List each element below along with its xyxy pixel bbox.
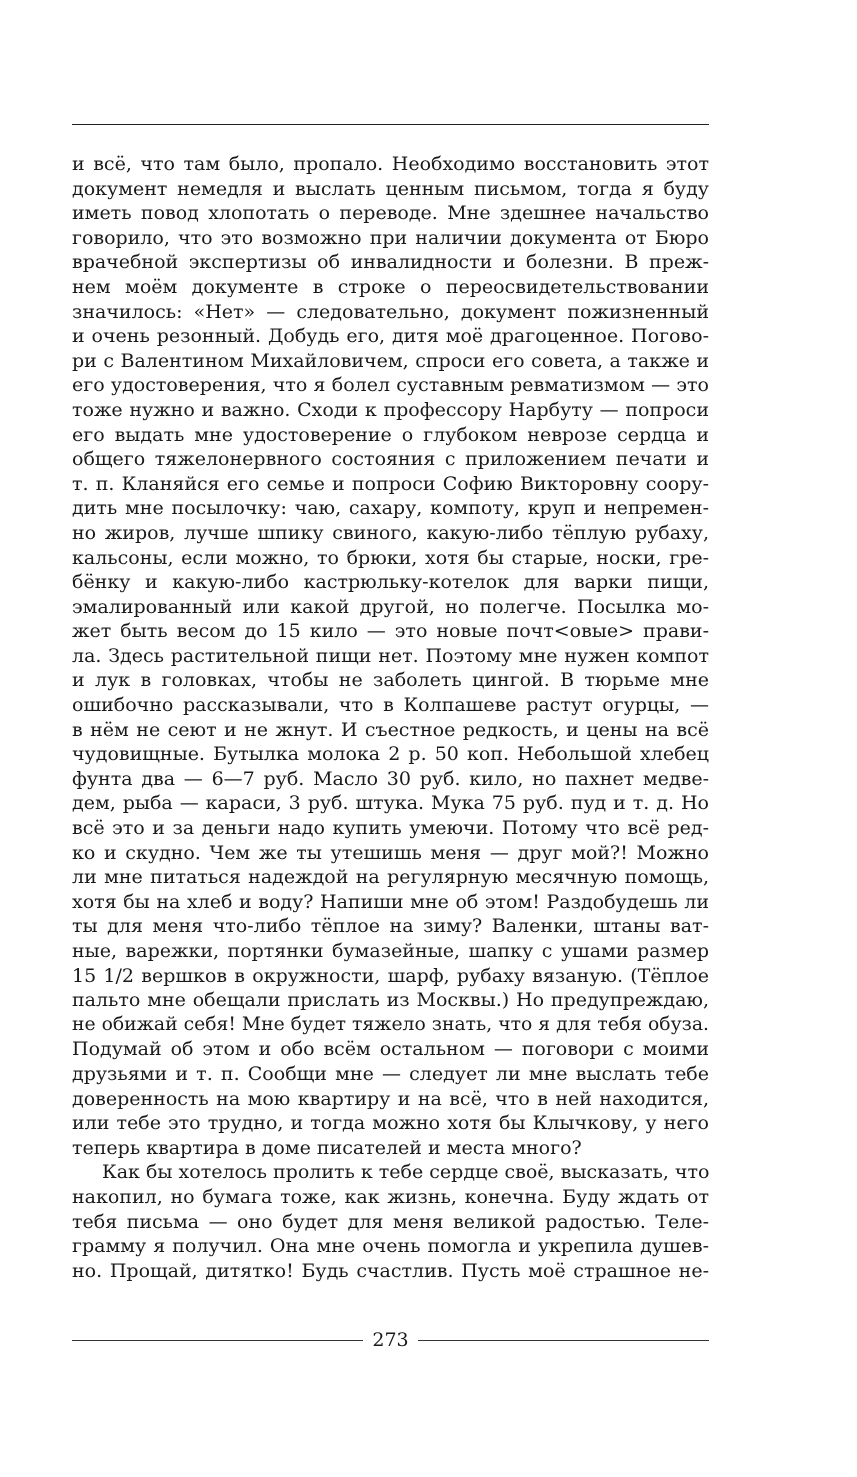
text-line: хотя бы на хлеб и воду? Напиши мне об этом! Раздобудешь ли (72, 890, 709, 913)
text-line: ты для меня что-либо тёплое на зиму? Валенки, штаны ват- (72, 915, 709, 938)
text-line: тебя письма — оно будет для меня великой радостью. Теле- (72, 1210, 709, 1233)
text-line: кальсоны, если можно, то брюки, хотя бы старые, носки, гре- (72, 546, 709, 569)
text-line: ла. Здесь растительной пищи нет. Поэтому мне нужен компот (72, 644, 709, 667)
text-line: и всё, что там было, пропало. Необходимо восстановить этот (72, 153, 709, 175)
text-line: дем, рыба — караси, 3 руб. штука. Мука 75 руб. пуд и т. д. Но (72, 792, 709, 815)
text-line: накопил, но бумага тоже, как жизнь, конечна. Буду ждать от (72, 1185, 709, 1208)
text-line: иметь повод хлопотать о переводе. Мне здешнее начальство (72, 202, 709, 225)
text-line: не обижай себя! Мне будет тяжело знать, что я для тебя обуза. (72, 1013, 709, 1035)
text-line: дить мне посылочку: чаю, сахару, компоту, круп и непремен- (72, 497, 709, 520)
footer-rule-left (72, 1340, 363, 1341)
text-line: его удостоверения, что я болел суставным ревматизмом — это (72, 374, 709, 397)
text-line: ные, варежки, портянки бумазейные, шапку с ушами размер (72, 940, 709, 962)
text-line: нем моём документе в строке о переосвидетельствовании (72, 275, 709, 298)
page-number: 273 (372, 1329, 409, 1351)
text-line: грамму я получил. Она мне очень помогла и укрепила душев- (72, 1235, 709, 1258)
text-line: врачебной экспертизы об инвалидности и болезни. В преж- (72, 251, 709, 274)
text-line: ли мне питаться надеждой на регулярную месячную помощь, (72, 866, 709, 889)
text-line: бёнку и какую-либо кастрюльку-котелок для варки пищи, (72, 571, 709, 594)
page-footer (72, 1326, 709, 1354)
footer-rule-right (418, 1340, 709, 1341)
text-line: друзьями и т. п. Сообщи мне — следует ли мне выслать тебе (72, 1062, 709, 1085)
text-line: доверенность на мою квартиру и на всё, что в ней находится, (72, 1087, 709, 1110)
text-line: но жиров, лучше шпику свиного, какую-либо тёплую рубаху, (72, 521, 709, 544)
text-line: и лук в головках, чтобы не заболеть цингой. В тюрьме мне (72, 669, 709, 692)
text-line: т. п. Кланяйся его семье и попроси Софию Викторовну соору- (72, 472, 709, 495)
text-line: документ немедля и выслать ценным письмом, тогда я буду (72, 177, 709, 200)
paragraph (72, 152, 709, 1160)
text-line: фунта два — 6—7 руб. Масло 30 руб. кило, но пахнет медве- (72, 767, 709, 790)
text-line: его выдать мне удостоверение о глубоком неврозе сердца и (72, 423, 709, 446)
paragraph (72, 1160, 709, 1283)
text-line: пальто мне обещали прислать из Москвы.) Но предупреждаю, (72, 989, 709, 1012)
text-line: 15 1/2 вершков в окружности, шарф, рубаху вязаную. (Тёплое (72, 964, 709, 987)
text-line: всё это и за деньги надо купить умеючи. Потому что всё ред- (72, 817, 709, 840)
text-line: но. Прощай, дитятко! Будь счастлив. Пусть моё страшное не- (72, 1259, 709, 1282)
text-line: ко и скудно. Чем же ты утешишь меня — друг мой?! Можно (72, 841, 709, 864)
text-line: жет быть весом до 15 кило — это новые почт<овые> прави- (72, 620, 709, 643)
header-rule (72, 124, 709, 125)
text-line: общего тяжелонервного состояния с приложением печати и (72, 448, 709, 471)
text-line: говорило, что это возможно при наличии документа от Бюро (72, 226, 709, 249)
text-line: или тебе это трудно, и тогда можно хотя бы Клычкову, у него (72, 1112, 709, 1135)
text-line: тоже нужно и важно. Сходи к профессору Нарбуту — попроси (72, 398, 709, 421)
text-line: Подумай об этом и обо всём остальном — поговори с моими (72, 1038, 709, 1061)
text-line: значилось: «Нет» — следовательно, документ пожизненный (72, 300, 709, 323)
text-line: чудовищные. Бутылка молока 2 р. 50 коп. Небольшой хлебец (72, 743, 709, 766)
text-line: ри с Валентином Михайловичем, спроси его совета, а также и (72, 349, 709, 372)
text-line: теперь квартира в доме писателей и места много? (72, 1136, 582, 1159)
text-line: в нём не сеют и не жнут. И съестное редкость, и цены на всё (72, 718, 709, 741)
text-line: Как бы хотелось пролить к тебе сердце своё, высказать, что (102, 1161, 710, 1184)
text-line: эмалированный или какой другой, но полегче. Посылка мо- (72, 595, 709, 618)
text-line: и очень резонный. Добудь его, дитя моё драгоценное. Погово- (72, 325, 709, 348)
text-line: ошибочно рассказывали, что в Колпашеве растут огурцы, — (72, 694, 709, 717)
body-text (72, 152, 709, 1283)
